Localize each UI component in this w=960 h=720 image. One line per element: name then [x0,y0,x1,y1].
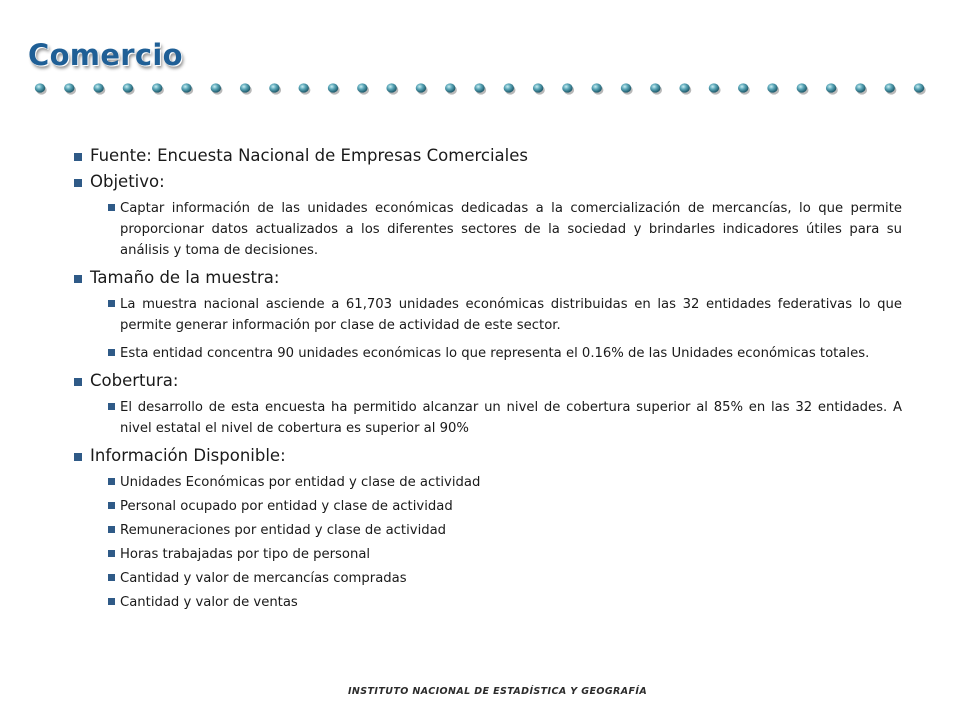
divider-dot [445,83,455,92]
informacion-item [108,568,902,589]
informacion-item-text: Personal ocupado por entidad y clase de actividad [120,499,453,514]
section-informacion-label: Información Disponible: [90,446,286,465]
objetivo-item [108,198,902,261]
informacion-item-text: Unidades Económicas por entidad y clase de actividad [120,475,481,490]
section-muestra [74,268,902,288]
divider-dot [738,83,748,92]
square-bullet-icon [108,526,115,533]
square-bullet-icon [108,349,115,356]
section-informacion [74,446,902,466]
divider-dot [885,83,895,92]
square-bullet-icon [74,179,82,187]
divider-dot [767,83,777,92]
square-bullet-icon [108,204,115,211]
informacion-item-text: Cantidad y valor de ventas [120,595,298,610]
divider-dot [64,83,74,92]
informacion-item [108,472,902,493]
divider-dots [35,83,926,94]
divider-dot [621,83,631,92]
square-bullet-icon [108,300,115,307]
slide-content [74,146,902,616]
divider-dot [914,83,924,92]
divider-dot [826,83,836,92]
square-bullet-icon [108,502,115,509]
informacion-item-text: Horas trabajadas por tipo de personal [120,547,371,562]
section-cobertura-label: Cobertura: [90,371,179,390]
divider-dot [650,83,660,92]
divider-dot [592,83,602,92]
square-bullet-icon [74,153,82,161]
section-muestra-label: Tamaño de la muestra: [90,268,280,287]
divider-dot [240,83,250,92]
divider-dot [709,83,719,92]
square-bullet-icon [108,550,115,557]
section-objetivo [74,172,902,192]
section-objetivo-label: Objetivo: [90,172,165,191]
divider-dot [93,83,103,92]
objetivo-item-text: Captar información de las unidades económicas dedicadas a la comercialización de mercancías, lo que permite proporcionar datos actualizados a los diferentes sectores de la sociedad y brindarles indicadores útiles para su análisis y toma de decisiones. [120,201,902,258]
informacion-item [108,496,902,517]
divider-dot [474,83,484,92]
divider-dot [123,83,133,92]
divider-dot [357,83,367,92]
divider-dot [562,83,572,92]
square-bullet-icon [108,574,115,581]
square-bullet-icon [74,453,82,461]
divider-dot [386,83,396,92]
section-fuente-label: Fuente: Encuesta Nacional de Empresas Comerciales [90,146,528,165]
slide-title: Comercio [28,38,183,72]
square-bullet-icon [74,275,82,283]
informacion-item [108,544,902,565]
square-bullet-icon [108,403,115,410]
muestra-item [108,294,902,336]
section-cobertura [74,371,902,391]
informacion-item-text: Remuneraciones por entidad y clase de actividad [120,523,447,538]
divider-dot [416,83,426,92]
informacion-item-text: Cantidad y valor de mercancías compradas [120,571,407,586]
square-bullet-icon [108,598,115,605]
muestra-item-text: Esta entidad concentra 90 unidades económicas lo que representa el 0.16% de las Unidades económicas totales. [120,346,870,361]
divider-dot [269,83,279,92]
footer-institution: INSTITUTO NACIONAL DE ESTADÍSTICA Y GEOGRAFÍA [348,686,648,697]
divider-dot [855,83,865,92]
section-fuente [74,146,902,166]
dotted-divider [30,79,930,97]
divider-dot [533,83,543,92]
divider-dot [504,83,514,92]
square-bullet-icon [108,478,115,485]
divider-dot [328,83,338,92]
divider-dot [152,83,162,92]
divider-dot [679,83,689,92]
cobertura-item [108,397,902,439]
divider-dot [797,83,807,92]
informacion-item [108,592,902,613]
divider-dot [181,83,191,92]
muestra-item-text: La muestra nacional asciende a 61,703 unidades económicas distribuidas en las 32 entidades federativas lo que permite generar información por clase de actividad de este sector. [120,297,902,333]
divider-dot [35,83,45,92]
muestra-item [108,343,902,364]
cobertura-item-text: El desarrollo de esta encuesta ha permitido alcanzar un nivel de cobertura superior al 85% en las 32 entidades. A nivel estatal el nivel de cobertura es superior al 90% [120,400,902,436]
divider-dot [211,83,221,92]
divider-dot [299,83,309,92]
informacion-item [108,520,902,541]
square-bullet-icon [74,378,82,386]
